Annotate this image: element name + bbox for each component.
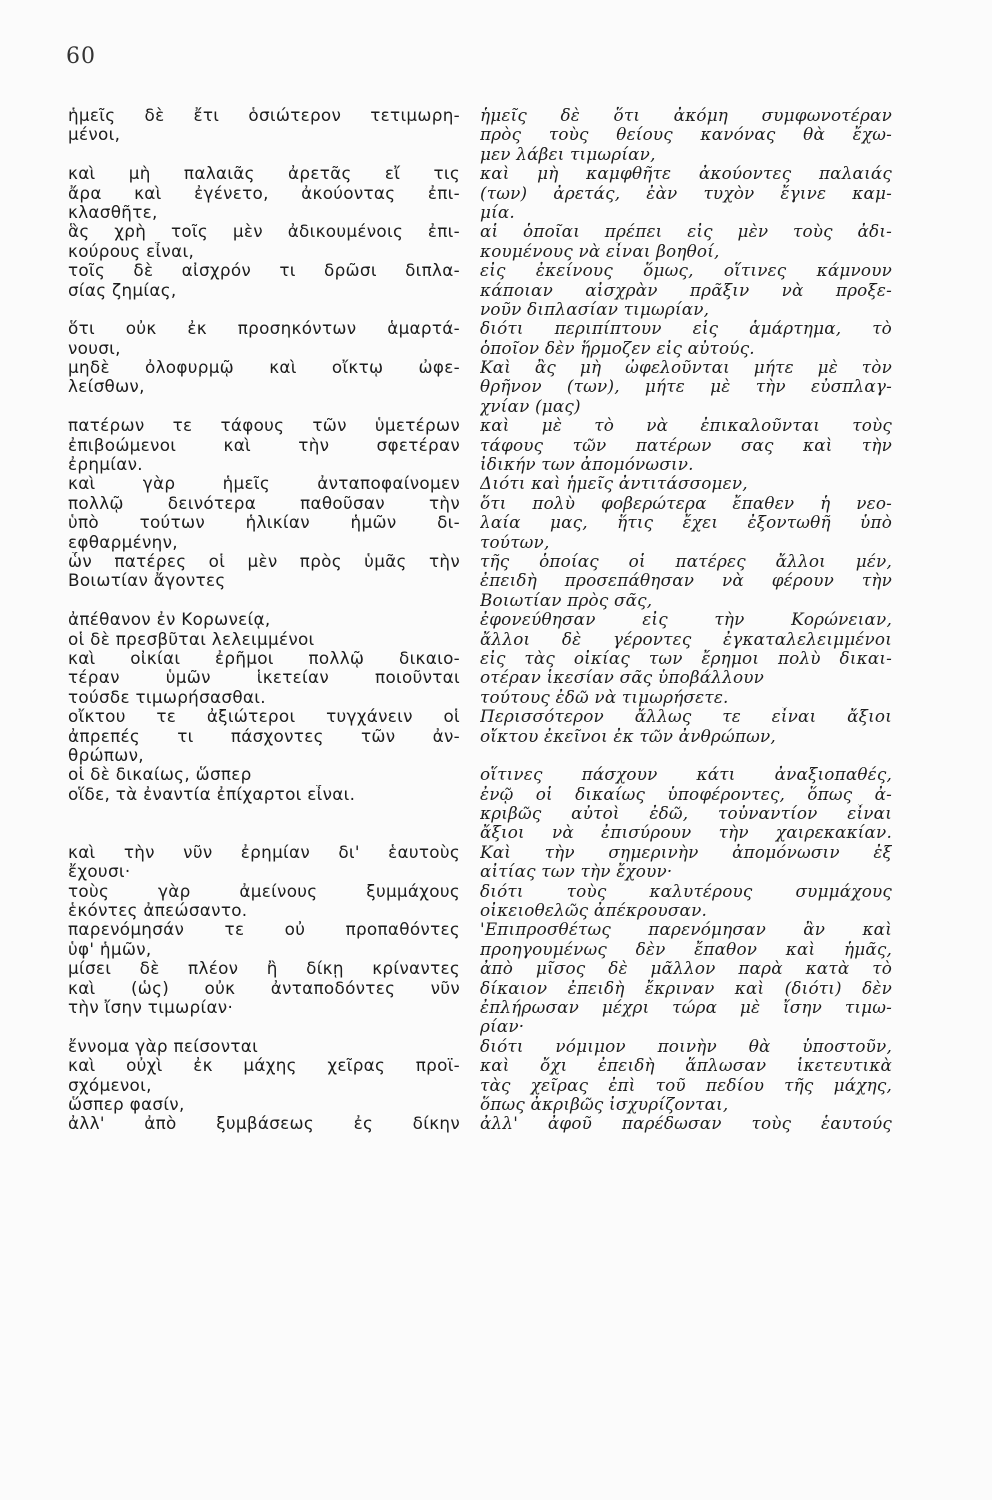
text-line: λείσθων, [68,377,145,397]
ancient-greek-column [68,106,460,1134]
text-line: εἰς ἐκείνους ὅμως, οἵτινες κάμνουν [480,261,892,281]
text-line: ἐπειδὴ προσεπάθησαν νὰ φέρουν τὴν [480,571,892,591]
text-line: ἡμεῖς δὲ ἔτι ὁσιώτερον τετιμωρη- [68,106,460,125]
text-line: οἵτινες πάσχουν κάτι ἀναξιοπαθές, [480,765,892,785]
text-line: παρενόμησάν τε οὐ προπαθόντες [68,920,460,940]
text-line: καὶ τὴν νῦν ἐρημίαν δι' ἑαυτοὺς [68,842,460,862]
text-line: ἐπιβοώμενοι καὶ τὴν σφετέραν [68,435,460,455]
text-line: ὧν πατέρες οἱ μὲν πρὸς ὑμᾶς τὴν [68,551,460,571]
text-line: μία. [480,202,515,222]
text-line: Βοιωτίαν πρὸς σᾶς, [480,590,653,610]
text-line: σχόμενοι, [68,1075,152,1095]
text-line: Διότι καὶ ἡμεῖς ἀντιτάσσομεν, [480,474,748,494]
text-line: αἰτίας των τὴν ἔχουν· [480,862,673,882]
text-line: τοὺς γὰρ ἀμείνους ξυμμάχους [68,881,460,901]
paragraph-gap [68,397,460,416]
text-line: ἄξιοι νὰ ἐπισύρουν τὴν χαιρεκακίαν. [480,823,892,843]
text-line: ἡμεῖς δὲ ὅτι ἀκόμη συμφωνοτέραν [480,106,892,125]
text-line: ἄλλοι δὲ γέροντες ἐγκαταλελειμμένοι [480,629,892,649]
text-line: κούρους εἶναι, [68,241,195,261]
text-line: ἀλλ' ἀπὸ ξυμβάσεως ἐς δίκην [68,1114,460,1134]
text-line: ἄρα καὶ ἐγένετο, ἀκούοντας ἐπι- [68,183,460,203]
text-line: εἰς τὰς οἰκίας των ἔρημοι πολὺ δικαι- [480,648,892,668]
paragraph-gap [68,1017,460,1036]
text-line: νουσι, [68,338,121,358]
text-line: τούτων, [480,532,550,552]
text-line: αἱ ὁποῖαι πρέπει εἰς μὲν τοὺς ἀδι- [480,222,892,242]
text-line: θρώπων, [68,745,144,765]
text-line: τῆς ὁποίας οἱ πατέρες ἄλλοι μέν, [480,551,892,571]
text-line: τοῖς δὲ αἰσχρόν τι δρῶσι διπλα- [68,261,460,281]
text-line: 'Επιπροσθέτως παρενόμησαν ἂν καὶ [480,920,892,940]
text-line: οἴκτου τε ἀξιώτεροι τυγχάνειν οἱ [68,707,460,727]
text-line: θρῆνον (των), μήτε μὲ τὴν εὐσπλαγ- [480,377,892,397]
text-line: ἀπρεπές τι πάσχοντες τῶν ἀν- [68,726,460,746]
text-line: μεν λάβει τιμωρίαν, [480,144,656,164]
text-line: οτέραν ἱκεσίαν σᾶς ὑποβάλλουν [480,668,765,688]
text-line: ὅτι οὐκ ἐκ προσηκόντων ἁμαρτά- [68,319,460,339]
text-line: ἀλλ' ἀφοῦ παρέδωσαν τοὺς ἑαυτούς [480,1114,892,1134]
text-line: πατέρων τε τάφους τῶν ὑμετέρων [68,416,460,436]
text-line: καὶ (ὡς) οὐκ ἀνταποδόντες νῦν [68,978,460,998]
text-line: ἀπὸ μῖσος δὲ μᾶλλον παρὰ κατὰ τὸ [480,959,892,979]
paragraph-gap [480,746,892,765]
text-line: ἰδικήν των ἀπομόνωσιν. [480,455,694,475]
paragraph-gap [68,591,460,610]
text-line: οἱ δὲ δικαίως, ὥσπερ [68,765,252,785]
text-line: κουμένους νὰ εἶναι βοηθοί, [480,241,720,261]
text-line: μηδὲ ὀλοφυρμῷ καὶ οἴκτῳ ὠφε- [68,358,460,378]
text-line: ἐρημίαν. [68,455,143,475]
paragraph-gap [68,300,460,319]
text-line: ὑφ' ἡμῶν, [68,939,152,959]
text-line: ἐπλήρωσαν μέχρι τώρα μὲ ἴσην τιμω- [480,997,892,1017]
text-line: κάποιαν αἰσχρὰν πρᾶξιν νὰ προξε- [480,280,892,300]
text-line: οἴκτου ἐκεῖνοι ἐκ τῶν ἀνθρώπων, [480,726,776,746]
text-line: ὅτι πολὺ φοβερώτερα ἔπαθεν ἡ νεο- [480,493,892,513]
text-line: Καὶ τὴν σημερινὴν ἀπομόνωσιν ἐξ [480,842,892,862]
text-line: ἔχουσι· [68,862,131,882]
text-line: (των) ἀρετάς, ἐὰν τυχὸν ἔγινε καμ- [480,183,892,203]
text-line: ἐφονεύθησαν εἰς τὴν Κορώνειαν, [480,610,892,630]
text-line: ἑκόντες ἀπεώσαντο. [68,901,248,921]
text-line: τὰς χεῖρας ἐπὶ τοῦ πεδίου τῆς μάχης, [480,1075,892,1095]
text-line: ὥσπερ φασίν, [68,1094,185,1114]
paragraph-gap [68,145,460,164]
text-line: διότι νόμιμον ποινὴν θὰ ὑποστοῦν, [480,1036,892,1056]
text-line: ἀπέθανον ἐν Κορωνείᾳ, [68,610,271,630]
text-line: Περισσότερον ἄλλως τε εἶναι ἄξιοι [480,707,892,727]
text-line: καὶ μὴ παλαιᾶς ἀρετᾶς εἴ τις [68,164,460,184]
text-line: ρίαν· [480,1017,525,1037]
paragraph-gap [68,823,460,842]
text-line: νοῦν διπλασίαν τιμωρίαν, [480,299,710,319]
paragraph-gap [68,804,460,823]
text-line: τάφους τῶν πατέρων σας καὶ τὴν [480,435,892,455]
modern-greek-translation-column [480,106,892,1134]
text-line: χνίαν (μας) [480,396,581,416]
text-line: ὅπως ἀκριβῶς ἰσχυρίζονται, [480,1094,729,1114]
text-line: κριβῶς αὐτοὶ ἐδῶ, τοὐναντίον εἶναι [480,804,892,824]
text-line: δίκαιον ἐπειδὴ ἔκριναν καὶ (διότι) δὲν [480,978,892,998]
text-line: προηγουμένως δὲν ἔπαθον καὶ ἡμᾶς, [480,939,892,959]
text-line: ὑπὸ τούτων ἡλικίαν ἡμῶν δι- [68,513,460,533]
text-line: καὶ ὄχι ἐπειδὴ ἅπλωσαν ἱκετευτικὰ [480,1056,892,1076]
text-line: ἔννομα γὰρ πείσονται [68,1036,259,1056]
text-line: διότι τοὺς καλυτέρους συμμάχους [480,881,892,901]
text-line: τούσδε τιμωρήσασθαι. [68,687,266,707]
text-line: ὁποῖον δὲν ἥρμοζεν εἰς αὐτούς. [480,338,755,358]
text-line: μένοι, [68,125,121,145]
text-line: διότι περιπίπτουν εἰς ἁμάρτημα, τὸ [480,319,892,339]
text-line: οἱ δὲ πρεσβῦται λελειμμένοι [68,629,315,649]
text-line: μίσει δὲ πλέον ἢ δίκῃ κρίναντες [68,959,460,979]
text-line: καὶ οὐχὶ ἐκ μάχης χεῖρας προϊ- [68,1056,460,1076]
page-number: 60 [66,44,96,69]
text-line: τούτους ἐδῶ νὰ τιμωρήσετε. [480,687,729,707]
text-line: πρὸς τοὺς θείους κανόνας θὰ ἔχω- [480,125,892,145]
text-line: κλασθῆτε, [68,202,158,222]
text-line: ἃς χρὴ τοῖς μὲν ἀδικουμένοις ἐπι- [68,222,460,242]
text-line: οἵδε, τὰ ἐναντία ἐπίχαρτοι εἶναι. [68,784,356,804]
text-line: Καὶ ἂς μὴ ὠφελοῦνται μήτε μὲ τὸν [480,358,892,378]
text-line: λαία μας, ἥτις ἔχει ἐξοντωθῆ ὑπὸ [480,513,892,533]
text-line: τὴν ἴσην τιμωρίαν· [68,997,234,1017]
text-line: καὶ μὴ καμφθῆτε ἀκούοντες παλαιάς [480,164,892,184]
text-line: σίας ζημίας, [68,280,177,300]
text-line: τέραν ὑμῶν ἱκετείαν ποιοῦνται [68,668,460,688]
text-line: ἐνῷ οἱ δικαίως ὑποφέροντες, ὅπως ἀ- [480,784,892,804]
text-line: καὶ οἰκίαι ἐρῆμοι πολλῷ δικαιο- [68,648,460,668]
text-line: εφθαρμένην, [68,532,178,552]
text-line: καὶ γὰρ ἡμεῖς ἀνταποφαίνομεν [68,474,460,494]
text-line: οἰκειοθελῶς ἀπέκρουσαν. [480,901,708,921]
text-line: καὶ μὲ τὸ νὰ ἐπικαλοῦνται τοὺς [480,416,892,436]
text-line: πολλῷ δεινότερα παθοῦσαν τὴν [68,493,460,513]
text-line: Βοιωτίαν ἄγοντες [68,571,226,591]
